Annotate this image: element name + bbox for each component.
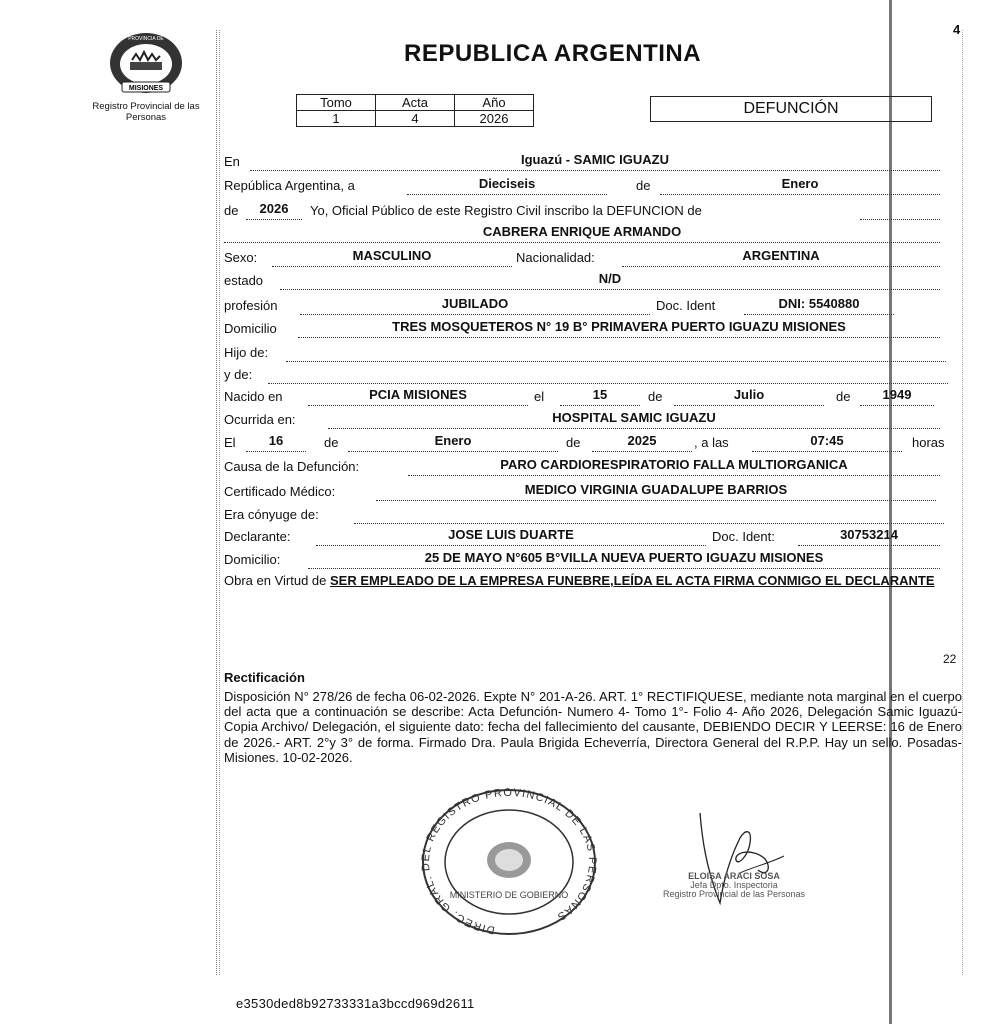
declarante-value: JOSE LUIS DUARTE: [316, 525, 706, 546]
nombre-value: CABRERA ENRIQUE ARMANDO: [224, 222, 940, 243]
row-en: [224, 152, 940, 172]
rectificacion-title: Rectificación: [224, 670, 305, 685]
row-anio: [224, 201, 940, 221]
domicilio-value: TRES MOSQUETEROS N° 19 B° PRIMAVERA PUERTO IGUAZU MISIONES: [298, 317, 940, 338]
svg-text:DIREC. GRAL. DEL REGISTRO PROV: DIREC. GRAL. DEL REGISTRO PROVINCIAL DE LAS PERSONAS: [419, 786, 599, 936]
field-label: profesión: [224, 298, 278, 313]
doc-value: DNI: 5540880: [744, 294, 894, 315]
record-type-box: DEFUNCIÓN: [650, 96, 932, 122]
dotted-line: [354, 503, 944, 524]
obra-en-virtud: [224, 574, 964, 588]
field-label: Doc. Ident:: [712, 529, 775, 544]
ocurrida-value: HOSPITAL SAMIC IGUAZU: [328, 408, 940, 429]
field-text: Yo, Oficial Público de este Registro Civil inscribo la DEFUNCION de: [310, 203, 702, 218]
page-title: REPUBLICA ARGENTINA: [404, 40, 702, 67]
field-label: de: [836, 389, 851, 404]
dotted-line: [268, 363, 948, 384]
row-conyuge: [224, 505, 940, 525]
field-label: El: [224, 435, 236, 450]
record-table: [296, 94, 534, 127]
provincial-seal-logo: [104, 28, 188, 98]
field-label: , a las: [694, 435, 729, 450]
field-label: Nacionalidad:: [516, 250, 595, 265]
field-label: Sexo:: [224, 250, 258, 265]
dotted-line: [860, 199, 940, 220]
column-header: Tomo: [297, 95, 376, 111]
row-ocurrida: [224, 410, 940, 430]
rectificacion-text: Disposición N° 278/26 de fecha 06-02-2026. Expte N° 201-A-26. ART. 1° RECTIFIQUESE, mediante nota marginal en el cuerpo del acta que a continuación se describe: Acta Defunción- Numero 4- Tomo 1°- Folio 4- Año 2026, Delegación Samic Iguazú- Copia Archivo/ Delegación, el siguiente dato: fecha del fallecimiento del causante, DEBIENDO DECIR Y LEERSE: 16 de Enero de 2026.- ART. 2°y 3° de forma. Firmado Dra. Paula Brigida Echeverría, Directora General del R.P.P. Hay un sello. Posadas- Misiones. 10-02-2026.: [224, 689, 962, 765]
right-margin-line: [962, 30, 964, 975]
field-label: Hijo de:: [224, 345, 269, 360]
fall-mes-value: Enero: [348, 431, 558, 452]
field-label: y de:: [224, 367, 253, 382]
row-domicilio-declarante: [224, 550, 940, 570]
field-label: Ocurrida en:: [224, 412, 296, 427]
certificado-value: MEDICO VIRGINIA GUADALUPE BARRIOS: [376, 480, 936, 501]
field-label: Certificado Médico:: [224, 484, 336, 499]
signer-name: ELOISA ARACI SOSA: [688, 871, 780, 881]
field-label: Domicilio: [224, 321, 277, 336]
profesion-value: JUBILADO: [300, 294, 650, 315]
field-label: de: [324, 435, 339, 450]
nacionalidad-value: ARGENTINA: [622, 246, 940, 267]
row-nombre: [224, 224, 940, 244]
dotted-line: [286, 341, 946, 362]
fall-dia-value: 16: [246, 431, 306, 452]
left-margin-line: [216, 30, 220, 975]
document-hash: e3530ded8b92733331a3bccd969d2611: [236, 996, 475, 1011]
field-label: estado: [224, 273, 264, 288]
row-certificado: [224, 482, 940, 502]
signer-org: Registro Provincial de las Personas: [662, 889, 806, 899]
acta-value: 4: [376, 111, 455, 127]
field-label: Doc. Ident: [656, 298, 716, 313]
declarante-doc-value: 30753214: [798, 525, 940, 546]
field-label: Nacido en: [224, 389, 283, 404]
mes-value: Enero: [660, 174, 940, 195]
causa-value: PARO CARDIORESPIRATORIO FALLA MULTIORGANICA: [408, 455, 940, 476]
row-hijo-de: [224, 343, 940, 363]
tomo-value: 1: [297, 111, 376, 127]
row-causa: [224, 457, 940, 477]
page-number: 4: [953, 22, 961, 37]
field-label: Causa de la Defunción:: [224, 459, 360, 474]
nacido-dia-value: 15: [560, 385, 640, 406]
row-domicilio: [224, 319, 940, 339]
signer-role: Jefa Dpto. Inspectoria: [690, 880, 778, 890]
field-label: Declarante:: [224, 529, 291, 544]
row-y-de: [224, 365, 940, 385]
field-label: de: [648, 389, 663, 404]
estado-value: N/D: [280, 269, 940, 290]
row-profesion: [224, 296, 940, 316]
field-label: Obra en Virtud de: [224, 573, 327, 588]
row-declarante: [224, 527, 940, 547]
hora-value: 07:45: [752, 431, 902, 452]
official-stamp: [414, 786, 604, 942]
nacido-lugar-value: PCIA MISIONES: [308, 385, 528, 406]
field-label: Domicilio:: [224, 552, 281, 567]
field-label: República Argentina, a: [224, 178, 355, 193]
field-label: Era cónyuge de:: [224, 507, 319, 522]
field-label: de: [224, 203, 239, 218]
signature-caption: [634, 872, 834, 899]
column-header: Acta: [376, 95, 455, 111]
svg-text:MISIONES: MISIONES: [128, 85, 164, 92]
row-fallecimiento: [224, 433, 945, 453]
field-label: horas: [912, 435, 945, 450]
row-fecha-inscripcion: [224, 176, 940, 196]
row-sexo: [224, 248, 940, 268]
dia-value: Dieciseis: [407, 174, 607, 195]
column-header: Año: [455, 95, 534, 111]
anio-value: 2026: [246, 199, 302, 220]
obra-value: SER EMPLEADO DE LA EMPRESA FUNEBRE,LEÍDA EL ACTA FIRMA CONMIGO EL DECLARANTE: [330, 573, 935, 588]
margin-number: 22: [943, 652, 957, 666]
field-label: En: [224, 154, 240, 169]
fall-anio-value: 2025: [592, 431, 692, 452]
lugar-value: Iguazú - SAMIC IGUAZU: [250, 150, 940, 171]
sexo-value: MASCULINO: [272, 246, 512, 267]
row-nacimiento: [224, 387, 940, 407]
svg-text:MINISTERIO DE GOBIERNO: MINISTERIO DE GOBIERNO: [449, 890, 569, 900]
field-label: de: [566, 435, 581, 450]
row-estado: [224, 271, 940, 291]
field-label: el: [534, 389, 545, 404]
registry-label: Registro Provincial de las Personas: [92, 101, 200, 123]
domicilio-declarante-value: 25 DE MAYO N°605 B°VILLA NUEVA PUERTO IGUAZU MISIONES: [308, 548, 940, 569]
nacido-mes-value: Julio: [674, 385, 824, 406]
anio-value: 2026: [455, 111, 534, 127]
svg-text:PROVINCIA DE: PROVINCIA DE: [128, 36, 164, 42]
nacido-anio-value: 1949: [860, 385, 934, 406]
field-label: de: [636, 178, 651, 193]
